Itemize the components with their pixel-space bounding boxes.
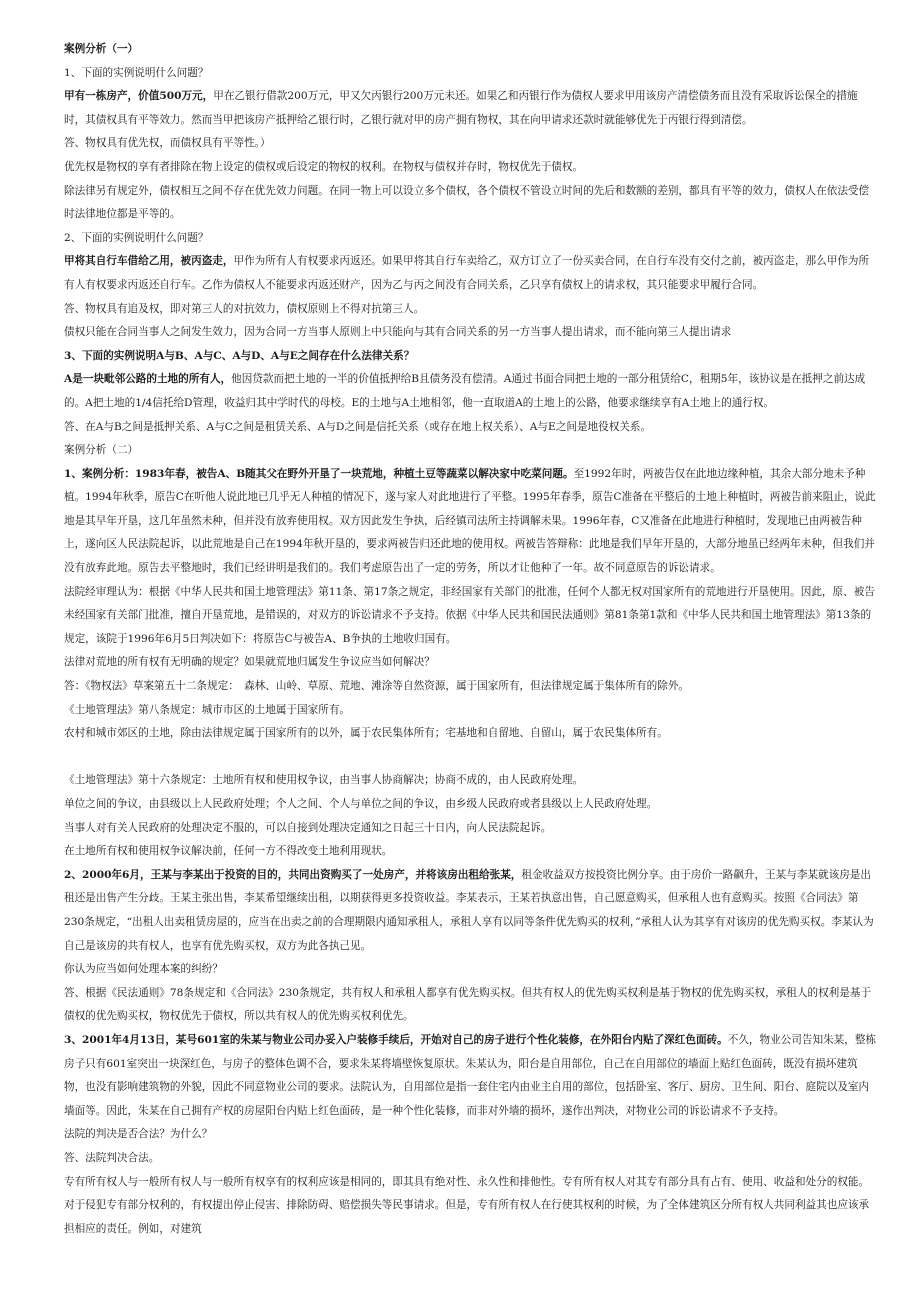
question-1: 1、下面的实例说明什么问题？ [64, 66, 209, 79]
case-analysis-1-answer-7: 在土地所有权和使用权争议解决前，任何一方不得改变土地利用现状。 [64, 845, 393, 858]
answer-3: 答、在A与B之间是抵押关系、A与C之间是租赁关系、A与D之间是信托关系（或存在地上权关系）、A与E之间是地役权关系。 [64, 420, 652, 433]
case-analysis-2-question: 你认为应当如何处理本案的纠纷？ [64, 963, 223, 976]
answer-2: 答、物权具有追及权，即对第三人的对抗效力，债权原则上不得对抗第三人。 [64, 302, 425, 315]
question-3: 3、下面的实例说明A与B、A与C、A与D、A与E之间存在什么法律关系？ [64, 349, 415, 362]
answer-1-c: 除法律另有规定外，债权相互之间不存在优先效力问题。在同一物上可以设立多个债权，各个债权不管设立时间的先后和数额的差别，都具有平等的效力，债权人在依法受偿时法律地位都是平等的。 [64, 184, 870, 221]
case-analysis-1-answer-4: 《土地管理法》第十六条规定：土地所有权和使用权争议，由当事人协商解决；协商不成的，由人民政府处理。 [64, 774, 584, 787]
case-analysis-1-question: 法律对荒地的所有权有无明确的规定？如果就荒地归属发生争议应当如何解决？ [64, 656, 435, 669]
case-2-bold: 甲将其自行车借给乙用，被丙盗走， [64, 255, 234, 268]
case-analysis-2-answer: 答、根据《民法通则》78条规定和《合同法》230条规定，共有权人和承租人都享有优先购买权。但共有权人的优先购买权利是基于物权的优先购买权，承租人的权利是基于债权的优先购买权，物权优先于债权，所以共有权人的优先购买权利优先。 [64, 986, 872, 1023]
case-1-text [64, 85, 878, 132]
section-1-title: 案例分析（一） [64, 43, 139, 55]
case-analysis-1-bold: 1、案例分析：1983年春，被告A、B随其父在野外开垦了一块荒地，种植土豆等蔬菜以解决家中吃菜问题。 [64, 467, 574, 480]
document-page [64, 38, 878, 1241]
case-analysis-1-answer-6: 当事人对有关人民政府的处理决定不服的，可以自接到处理决定通知之日起三十日内，向人民法院起诉。 [64, 821, 552, 834]
case-analysis-2 [64, 864, 878, 958]
case-1-rest: 甲在乙银行借款200万元，甲又欠丙银行200万元未还。如果乙和丙银行作为债权人要求甲用该房产清偿债务而且没有采取诉讼保全的措施时，其债权具有平等效力。然而当甲把该房产抵押给乙银行时，乙银行就对甲的房产拥有物权，其在向甲请求还款时就能够优先于丙银行得到清偿。 [64, 90, 858, 126]
case-analysis-1-answer-5: 单位之间的争议，由县级以上人民政府处理；个人之间、个人与单位之间的争议，由乡级人民政府或者县级以上人民政府处理。 [64, 798, 658, 810]
case-2-text [64, 250, 878, 297]
case-analysis-1 [64, 463, 878, 581]
case-3-rest: 他因贷款而把土地的一半的价值抵押给B且债务没有偿清。A通过书面合同把土地的一部分租赁给C，租期5年，该协议是在抵押之前达成的。A把土地的1/4信托给D管理，收益归其中学时代的母校。E的土地与A土地相邻，他一直取道A的土地上的公路，他要求继续享有A土地上的通行权。 [64, 373, 866, 409]
case-analysis-1-answer-2: 《土地管理法》第八条规定：城市市区的土地属于国家所有。 [64, 703, 351, 716]
question-2: 2、下面的实例说明什么问题？ [64, 231, 209, 244]
case-analysis-3-answer: 答、法院判决合法。 [64, 1151, 160, 1164]
answer-2-b: 债权只能在合同当事人之间发生效力，因为合同一方当事人原则上中只能向与其有合同关系的另一方当事人提出请求，而不能向第三人提出请求 [64, 326, 732, 339]
case-analysis-1-answer-3: 农村和城市郊区的土地，除由法律规定属于国家所有的以外，属于农民集体所有；宅基地和自留地、自留山，属于农民集体所有。 [64, 727, 668, 740]
case-analysis-3-question: 法院的判决是否合法？为什么？ [64, 1128, 213, 1141]
case-3-bold: A是一块毗邻公路的土地的所有人， [64, 373, 232, 386]
court-ruling-1: 法院经审理认为：根据《中华人民共和国土地管理法》第11条、第17条之规定，非经国家有关部门的批准，任何个人都无权对国家所有的荒地进行开垦使用。因此，原、被告未经国家有关部门批准，擅自开垦荒地，是错误的，对双方的诉讼请求不予支持。依据《中华人民共和国民法通则》第81条第1款和《中华人民共和国土地管理法》第13条的规定，该院于1996年6月5日判决如下：将原告C与被告A、B争执的土地收归国有。 [64, 585, 875, 645]
answer-1-b: 优先权是物权的享有者排除在物上设定的债权或后设定的物权的权利。在物权与债权并存时，物权优先于债权。 [64, 160, 584, 173]
case-analysis-3-rest: 不久，物业公司告知朱某，整栋房子只有601室突出一块深红色，与房子的整体色调不合，要求朱某将墙壁恢复原状。朱某认为，阳台是自用部位，自己在自用部位的墙面上贴红色面砖，既没有损坏建筑物，也没有影响建筑物的外貌，因此不同意物业公司的要求。法院认为，自用部位是指一套住宅内由业主自用的部位，包括卧室、客厅、厨房、卫生间、阳台、庭院以及室内墙面等。因此，朱某在自己拥有产权的房屋阳台内贴上红色面砖，是一种个性化装修，而非对外墙的损坏，遂作出判决，对物业公司的诉讼请求不予支持。 [64, 1033, 877, 1117]
case-analysis-2-rest: 租金收益双方按投资比例分享。由于房价一路飙升，王某与李某就该房是出租还是出售产生分歧。王某主张出售，李某希望继续出租，以期获得更多投资收益。李某表示，王某若执意出售，自己愿意购买，但承租人也有意购买。按照《合同法》第230条规定，“出租人出卖租赁房屋的，应当在出卖之前的合理期限内通知承租人，承租人享有以同等条件优先购买的权利，”承租人认为其享有对该房的优先购买权。李某认为自己是该房的共有权人，也享有优先购买权，双方为此各执己见。 [64, 868, 874, 952]
case-analysis-2-bold: 2、2000年6月，王某与李某出于投资的目的，共同出资购买了一处房产，并将该房出租给张某， [64, 868, 522, 881]
answer-1: 答、物权具有优先权，而债权具有平等性。） [64, 137, 271, 150]
case-1-bold: 甲有一栋房产，价值500万元， [64, 90, 214, 103]
case-analysis-1-answer: 答：《物权法》草案第五十二条规定： 森林、山岭、草原、荒地、滩涂等自然资源，属于国家所有，但法律规定属于集体所有的除外。 [64, 680, 690, 693]
case-analysis-3 [64, 1029, 878, 1123]
case-2-rest: 甲作为所有人有权要求丙返还。如果甲将其自行车卖给乙，双方订立了一份买卖合同，在自行车没有交付之前，被丙盗走，那么甲作为所有人有权要求丙返还自行车。乙作为债权人不能要求丙返还财产，因为乙与丙之间没有合同关系，乙只享有债权上的请求权，其只能要求甲履行合同。 [64, 255, 870, 291]
case-analysis-3-answer-2: 专有所有权人与一般所有权人与一般所有权享有的权利应该是相同的，即其具有绝对性、永久性和排他性。专有所有权人对其专有部分具有占有、使用、收益和处分的权能。对于侵犯专有部分权利的，有权提出停止侵害、排除防碍、赔偿损失等民事请求。但是，专有所有权人在行使其权利的时候，为了全体建筑区分所有权人共同利益其也应该承担相应的责任。例如，对建筑 [64, 1175, 870, 1235]
blank-line [64, 746, 878, 770]
case-3-text [64, 368, 878, 415]
case-analysis-1-rest: 至1992年时，两被告仅在此地边缘种植，其余大部分地未予种植。1994年秋季，原告C在听他人说此地已几乎无人种植的情况下，遂与家人对此地进行了平整。1995年春季，原告C准备在平整后的土地上种植时，两被告前来阻止，说此地是其早年开垦，这几年虽然未种，但并没有放弃使用权。双方因此发生争执，后经镇司法所主持调解未果。1996年春，C又准备在此地进行种植时，发现地已由两被告种上，遂向区人民法院起诉，以此荒地是自己在1994年秋开垦的，要求两被告归还此地的使用权。两被告答辩称：此地是我们早年开垦的，大部分地虽已经两年未种，但我们并没有放弃此地。原告去平整地时，我们已经讲明是我们的。我们考虑原告出了一定的劳务，所以才让他种了一年。故不同意原告的诉讼请求。 [64, 467, 876, 575]
section-2-title: 案例分析（二） [64, 444, 139, 457]
case-analysis-3-bold: 3、2001年4月13日，某号601室的朱某与物业公司办妥入户装修手续后，开始对自己的房子进行个性化装修，在外阳台内贴了深红色面砖。 [64, 1033, 728, 1046]
